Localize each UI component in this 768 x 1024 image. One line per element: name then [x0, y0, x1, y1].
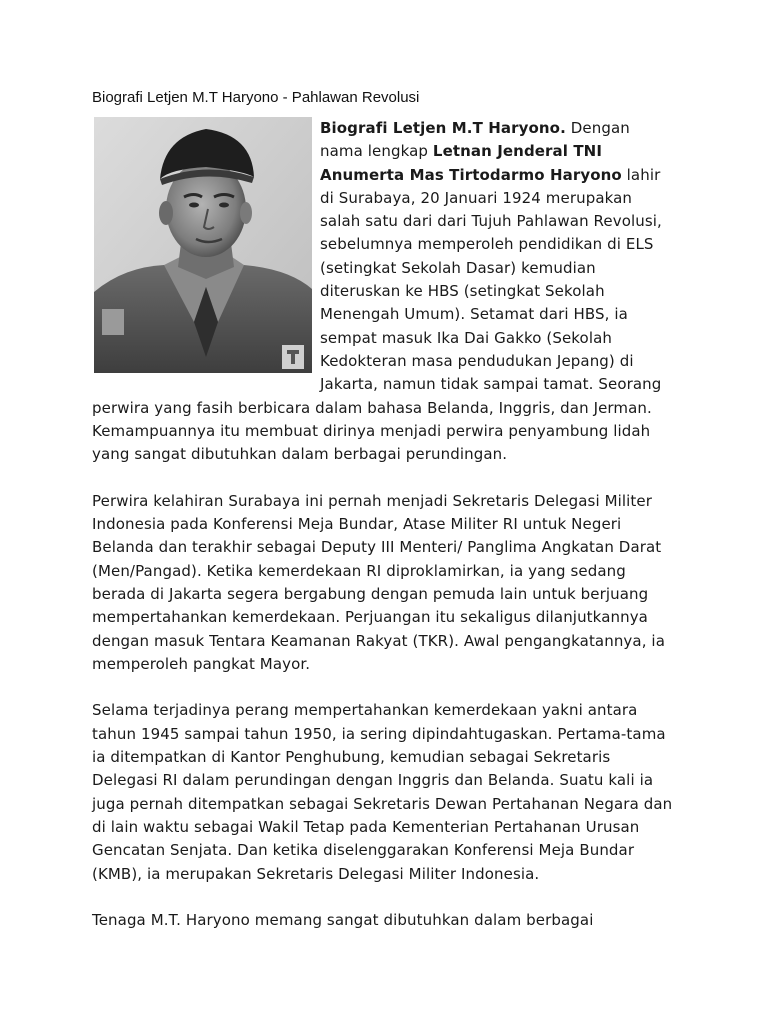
- document-body: [92, 117, 676, 932]
- paragraph-1-full-name: Letnan Jenderal TNI Anumerta Mas Tirtodarmo Haryono: [320, 142, 622, 184]
- paragraph-2: Perwira kelahiran Surabaya ini pernah menjadi Sekretaris Delegasi Militer Indonesia pada Konferensi Meja Bundar, Atase Militer RI untuk Negeri Belanda dan terakhir sebagai Deputy III Menteri/ Panglima Angkatan Darat (Men/Pangad). Ketika kemerdekaan RI diproklamirkan, ia yang sedang berada di Jakarta segera bergabung dengan pemuda lain untuk berjuang mempertahankan kemerdekaan. Perjuangan itu sekaligus dilanjutkannya dengan masuk Tentara Keamanan Rakyat (TKR). Awal pengangkatannya, ia memperoleh pangkat Mayor.: [92, 491, 665, 673]
- paragraph-4: Tenaga M.T. Haryono memang sangat dibutuhkan dalam berbagai: [92, 911, 594, 930]
- paragraph-3: Selama terjadinya perang mempertahankan kemerdekaan yakni antara tahun 1945 sampai tahun 1950, ia sering dipindahtugaskan. Pertama-tama ia ditempatkan di Kantor Penghubung, kemudian sebagai Sekretaris Delegasi RI dalam perundingan dengan Inggris dan Belanda. Suatu kali ia juga pernah ditempatkan sebagai Sekretaris Dewan Pertahanan Negara dan di lain waktu sebagai Wakil Tetap pada Kementerian Pertahanan Urusan Gencatan Senjata. Dan ketika diselenggarakan Konferensi Meja Bundar (KMB), ia merupakan Sekretaris Delegasi Militer Indonesia.: [92, 701, 673, 883]
- document-page: [92, 88, 676, 932]
- portrait-photo-icon: [94, 117, 312, 373]
- paragraph-1-text-b: lahir di Surabaya, 20 Januari 1924 merupakan salah satu dari dari Tujuh Pahlawan Revolusi, sebelumnya memperoleh pendidikan di ELS (setingkat Sekolah Dasar) kemudian diteruskan ke HBS (setingkat Sekolah Menengah Umum). Setamat dari HBS, ia sempat masuk Ika Dai Gakko (Sekolah Kedokteran masa pendudukan Jepang) di Jakarta, namun tidak sampai tamat. Seorang perwira yang fasih berbicara dalam bahasa Belanda, Inggris, dan Jerman. Kemampuannya itu membuat dirinya menjadi perwira penyambung lidah yang sangat dibutuhkan dalam berbagai perundingan.: [92, 165, 662, 464]
- paragraph-1-lead: Biografi Letjen M.T Haryono.: [320, 119, 566, 137]
- paragraph-1-text-a: Dengan nama lengkap: [320, 119, 630, 161]
- portrait-photo: [94, 117, 312, 373]
- document-title: Biografi Letjen M.T Haryono - Pahlawan Revolusi: [92, 89, 420, 106]
